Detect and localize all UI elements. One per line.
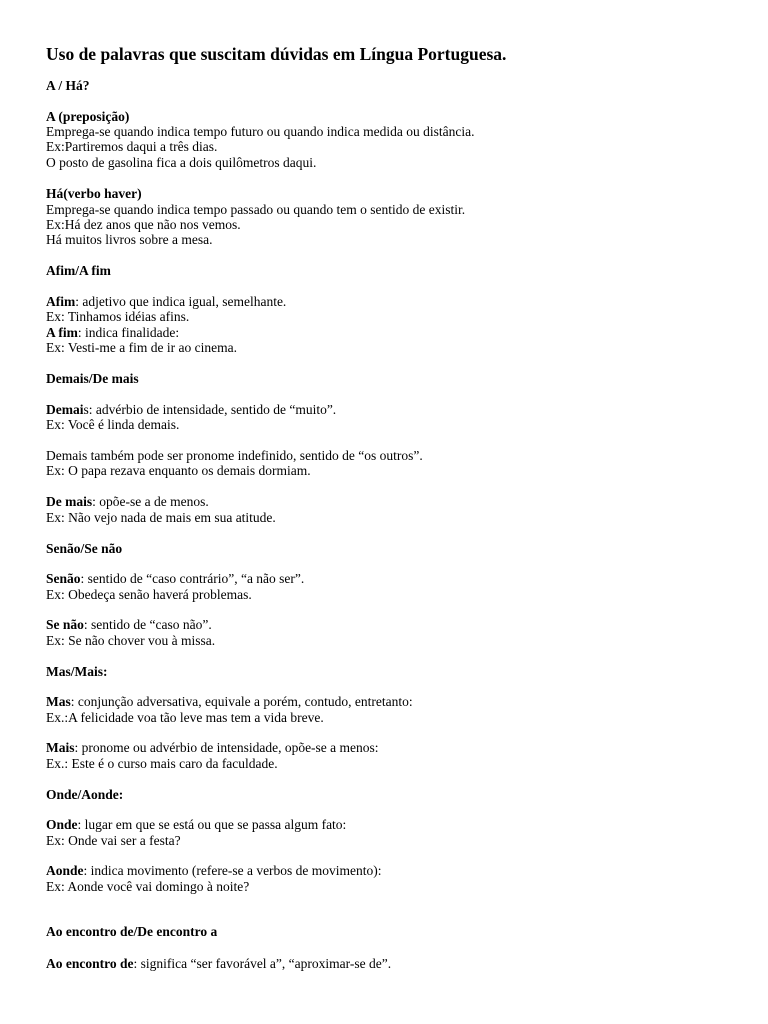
definition-text: : conjunção adversativa, equivale a porém, contudo, entretanto: xyxy=(70,694,413,709)
section-heading-mas-mais: Mas/Mais: xyxy=(46,664,108,679)
definition-text: : adjetivo que indica igual, semelhante. xyxy=(75,294,287,309)
example-text: Ex:Há dez anos que não nos vemos. xyxy=(46,217,241,232)
term: Aonde xyxy=(46,863,84,878)
definition-line xyxy=(46,402,336,418)
definition-line xyxy=(46,325,179,341)
definition-text: Demais também pode ser pronome indefinido, sentido de “os outros”. xyxy=(46,448,423,463)
definition-text: Emprega-se quando indica tempo futuro ou quando indica medida ou distância. xyxy=(46,124,475,139)
section-heading-ao-encontro: Ao encontro de/De encontro a xyxy=(46,924,218,939)
definition-line xyxy=(46,617,212,633)
term: Senão xyxy=(46,571,81,586)
definition-text: : sentido de “caso contrário”, “a não ser”. xyxy=(80,571,305,586)
section-heading-afim: Afim/A fim xyxy=(46,263,111,278)
example-text: Ex: O papa rezava enquanto os demais dormiam. xyxy=(46,463,311,478)
section-heading-a-ha: A / Há? xyxy=(46,78,90,93)
term: Demai xyxy=(46,402,84,417)
example-text: Ex: Obedeça senão haverá problemas. xyxy=(46,587,252,602)
example-text: Ex: Tinhamos idéias afins. xyxy=(46,309,190,324)
definition-line xyxy=(46,294,286,310)
example-text: Há muitos livros sobre a mesa. xyxy=(46,232,213,247)
example-text: Ex:Partiremos daqui a três dias. xyxy=(46,139,218,154)
definition-text: s: advérbio de intensidade, sentido de “muito”. xyxy=(83,402,337,417)
term: A fim xyxy=(46,325,78,340)
term: Onde xyxy=(46,817,78,832)
definition-line xyxy=(46,494,209,510)
example-text: Ex: Você é linda demais. xyxy=(46,417,180,432)
document-title: Uso de palavras que suscitam dúvidas em Língua Portuguesa. xyxy=(46,44,507,64)
definition-line xyxy=(46,956,391,972)
example-text: Ex.:A felicidade voa tão leve mas tem a vida breve. xyxy=(46,710,324,725)
term-ha-verbo-haver: Há(verbo haver) xyxy=(46,186,142,201)
definition-text: : indica movimento (refere-se a verbos de movimento): xyxy=(83,863,382,878)
example-text: Ex: Aonde você vai domingo à noite? xyxy=(46,879,250,894)
definition-line xyxy=(46,740,379,756)
term: Ao encontro de xyxy=(46,956,134,971)
term: De mais xyxy=(46,494,93,509)
definition-line xyxy=(46,571,304,587)
definition-text: Emprega-se quando indica tempo passado ou quando tem o sentido de existir. xyxy=(46,202,466,217)
definition-text: : significa “ser favorável a”, “aproximar-se de”. xyxy=(133,956,392,971)
example-text: Ex: Vesti-me a fim de ir ao cinema. xyxy=(46,340,237,355)
definition-text: : sentido de “caso não”. xyxy=(83,617,212,632)
definition-line xyxy=(46,694,413,710)
example-text: Ex: Se não chover vou à missa. xyxy=(46,633,216,648)
definition-text: : indica finalidade: xyxy=(77,325,180,340)
term-a-preposicao: A (preposição) xyxy=(46,109,130,124)
term: Se não xyxy=(46,617,84,632)
example-text: O posto de gasolina fica a dois quilômetros daqui. xyxy=(46,155,317,170)
definition-line xyxy=(46,863,382,879)
term: Mas xyxy=(46,694,71,709)
term: Afim xyxy=(46,294,76,309)
section-heading-senao: Senão/Se não xyxy=(46,541,123,556)
section-heading-onde-aonde: Onde/Aonde: xyxy=(46,787,124,802)
definition-text: : opõe-se a de menos. xyxy=(92,494,209,509)
example-text: Ex: Não vejo nada de mais em sua atitude. xyxy=(46,510,276,525)
definition-text: : lugar em que se está ou que se passa algum fato: xyxy=(77,817,347,832)
definition-line xyxy=(46,817,346,833)
definition-text: : pronome ou advérbio de intensidade, opõe-se a menos: xyxy=(74,740,379,755)
term: Mais xyxy=(46,740,75,755)
section-heading-demais: Demais/De mais xyxy=(46,371,139,386)
example-text: Ex: Onde vai ser a festa? xyxy=(46,833,181,848)
example-text: Ex.: Este é o curso mais caro da faculdade. xyxy=(46,756,278,771)
